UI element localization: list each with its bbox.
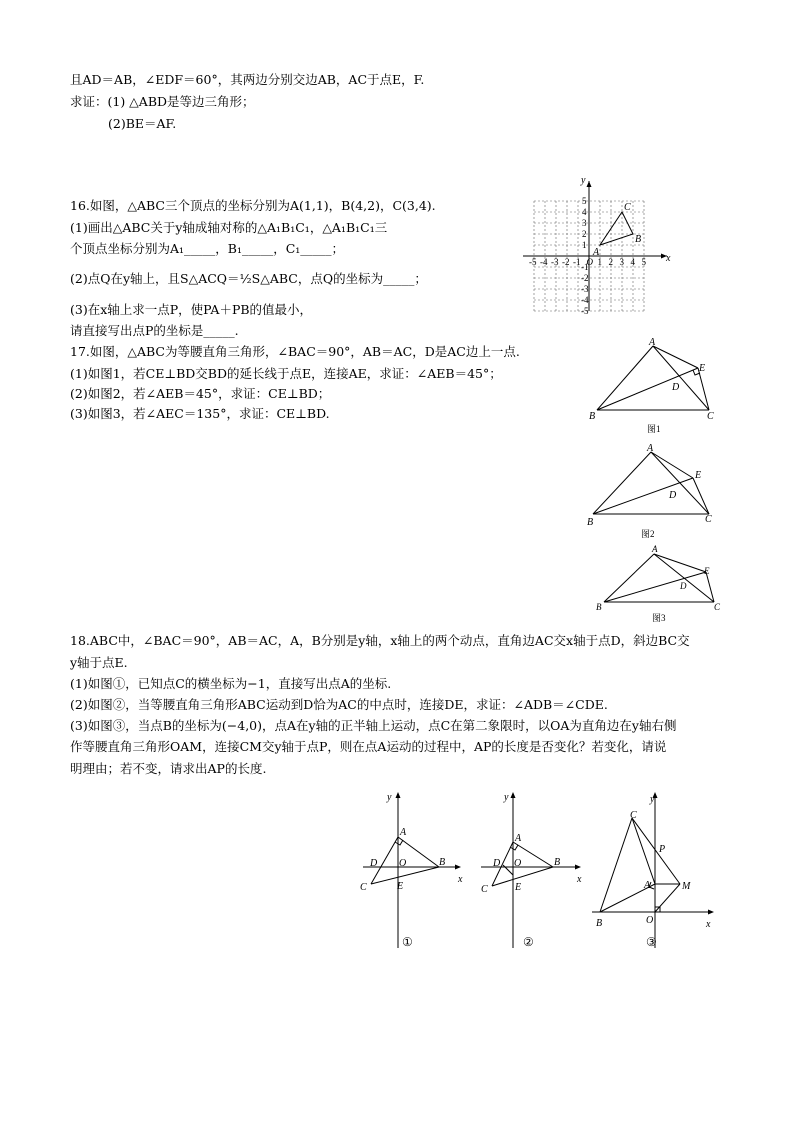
label-A: A bbox=[644, 880, 651, 891]
q18-line-6: 作等腰直角三角形OAM，连接CM交y轴于点P，则在点A运动的过程中，AP的长度是否变化？若变化，请说 bbox=[70, 739, 667, 754]
x-tick-label: 2 bbox=[608, 257, 613, 267]
label-C: C bbox=[481, 884, 488, 895]
point-label-A: A bbox=[593, 247, 600, 258]
x-tick-label: -3 bbox=[551, 257, 559, 267]
y-axis-label: y bbox=[504, 792, 509, 803]
y-tick-label: -2 bbox=[581, 273, 589, 283]
label-C: C bbox=[360, 882, 367, 893]
q17-line-3: (2)如图2，若∠AEB＝45°，求证：CE⊥BD； bbox=[70, 386, 331, 401]
label-B: B bbox=[596, 602, 602, 612]
q17-line-1: 17.如图，△ABC为等腰直角三角形，∠BAC＝90°，AB＝AC，D是AC边上一点. bbox=[70, 344, 520, 359]
label-O: O bbox=[646, 915, 654, 926]
label-E: E bbox=[699, 363, 706, 374]
q16-line-6: 请直接写出点P的坐标是_____. bbox=[70, 323, 239, 338]
label-O: O bbox=[399, 858, 407, 869]
x-axis-label: x bbox=[706, 919, 711, 930]
label-A: A bbox=[649, 337, 656, 348]
fig-2-caption: ② bbox=[523, 935, 534, 949]
label-A: A bbox=[652, 544, 658, 554]
q15-line-3: (2)BE＝AF. bbox=[108, 116, 177, 131]
label-P: P bbox=[659, 844, 666, 855]
x-tick-label: -5 bbox=[529, 257, 537, 267]
q17-figure-2 bbox=[585, 442, 725, 542]
fig3-caption: 图3 bbox=[652, 613, 666, 623]
y-tick-label: 4 bbox=[582, 207, 587, 217]
axes bbox=[523, 181, 667, 311]
q18-line-4: (2)如图②，当等腰直角三角形ABC运动到D恰为AC的中点时，连接DE，求证：∠ADB＝∠CDE. bbox=[70, 697, 608, 712]
y-tick-label: -3 bbox=[581, 284, 589, 294]
q15-line-2: 求证：(1) △ABD是等边三角形； bbox=[70, 94, 255, 109]
y-tick-label: 5 bbox=[582, 196, 587, 206]
y-tick-label: 3 bbox=[582, 218, 587, 228]
fig-1-caption: ① bbox=[402, 935, 413, 949]
label-A: A bbox=[515, 833, 522, 844]
q18-figure-3 bbox=[588, 788, 718, 953]
x-tick-label: 5 bbox=[641, 257, 646, 267]
fig1-caption: 图1 bbox=[647, 424, 661, 434]
label-A: A bbox=[400, 827, 407, 838]
label-B: B bbox=[554, 857, 561, 868]
label-D: D bbox=[669, 490, 677, 501]
label-B: B bbox=[589, 411, 596, 422]
x-tick-label: 3 bbox=[619, 257, 624, 267]
label-D: D bbox=[370, 858, 378, 869]
y-tick-label: 1 bbox=[582, 240, 587, 250]
x-tick-label: 1 bbox=[597, 257, 602, 267]
q16-line-4: (2)点Q在y轴上，且S△ACQ＝½S△ABC，点Q的坐标为_____； bbox=[70, 271, 427, 286]
y-tick-label: -1 bbox=[581, 262, 589, 272]
label-A: A bbox=[647, 443, 654, 454]
fig2-caption: 图2 bbox=[641, 529, 655, 539]
y-axis-label: y bbox=[650, 794, 655, 805]
x-tick-label: O bbox=[586, 257, 593, 267]
q18-line-7: 明理由；若不变，请求出AP的长度. bbox=[70, 761, 267, 776]
x-tick-label: 4 bbox=[630, 257, 635, 267]
label-M: M bbox=[682, 881, 691, 892]
label-E: E bbox=[695, 470, 702, 481]
q16-line-3: 个顶点坐标分别为A₁_____，B₁_____，C₁_____； bbox=[70, 241, 345, 256]
label-D: D bbox=[493, 858, 501, 869]
label-C: C bbox=[707, 411, 714, 422]
q17-figure-1 bbox=[585, 336, 725, 441]
label-B: B bbox=[596, 918, 603, 929]
label-B: B bbox=[587, 517, 594, 528]
q17-line-4: (3)如图3，若∠AEC＝135°，求证：CE⊥BD. bbox=[70, 406, 330, 421]
point-label-B: B bbox=[635, 234, 642, 245]
label-E: E bbox=[704, 566, 710, 576]
fig-3-caption: ③ bbox=[646, 935, 657, 949]
y-tick-label: -5 bbox=[581, 306, 589, 315]
label-C: C bbox=[714, 602, 721, 612]
y-axis-arrow bbox=[587, 181, 592, 187]
q18-figure-2 bbox=[475, 788, 590, 953]
label-C: C bbox=[705, 514, 712, 525]
q16-coordinate-grid bbox=[515, 175, 675, 315]
q17-figure-3 bbox=[592, 542, 727, 626]
q15-line-1: 且AD＝AB，∠EDF＝60°，其两边分别交边AB，AC于点E，F. bbox=[70, 72, 425, 87]
y-tick-label: -4 bbox=[581, 295, 589, 305]
q18-line-3: (1)如图①，已知点C的横坐标为−1，直接写出点A的坐标. bbox=[70, 676, 392, 691]
label-D: D bbox=[680, 581, 687, 591]
q16-line-2: (1)画出△ABC关于y轴成轴对称的△A₁B₁C₁，△A₁B₁C₁三 bbox=[70, 220, 388, 235]
q18-line-2: y轴于点E. bbox=[70, 655, 128, 670]
x-tick-label: -1 bbox=[573, 257, 581, 267]
x-axis-label: x bbox=[458, 874, 463, 885]
label-D: D bbox=[672, 382, 680, 393]
triangle-abc bbox=[600, 212, 633, 245]
x-axis-label: x bbox=[666, 253, 671, 264]
point-label-C: C bbox=[624, 202, 631, 213]
y-tick-label: 2 bbox=[582, 229, 587, 239]
label-E: E bbox=[397, 881, 404, 892]
x-axis-label: x bbox=[577, 874, 582, 885]
q17-line-2: (1)如图1，若CE⊥BD交BD的延长线于点E，连接AE，求证：∠AEB＝45°； bbox=[70, 366, 502, 381]
label-O: O bbox=[514, 858, 522, 869]
q18-line-1: 18.ABC中，∠BAC＝90°，AB＝AC，A，B分别是y轴，x轴上的两个动点，直角边AC交x轴于点D，斜边BC交 bbox=[70, 633, 690, 648]
q16-line-1: 16.如图，△ABC三个顶点的坐标分别为A(1,1)，B(4,2)，C(3,4). bbox=[70, 198, 436, 213]
label-B: B bbox=[439, 857, 446, 868]
x-tick-label: -4 bbox=[540, 257, 548, 267]
q18-line-5: (3)如图③，当点B的坐标为(−4,0)，点A在y轴的正半轴上运动，点C在第二象限时，以OA为直角边在y轴右侧 bbox=[70, 718, 677, 733]
label-E: E bbox=[515, 882, 522, 893]
q18-figure-1 bbox=[355, 788, 470, 953]
q16-line-5: (3)在x轴上求一点P，使PA＋PB的值最小， bbox=[70, 302, 313, 317]
y-axis-label: y bbox=[581, 175, 586, 186]
x-tick-label: -2 bbox=[562, 257, 570, 267]
label-C: C bbox=[630, 810, 637, 821]
y-axis-label: y bbox=[387, 792, 392, 803]
